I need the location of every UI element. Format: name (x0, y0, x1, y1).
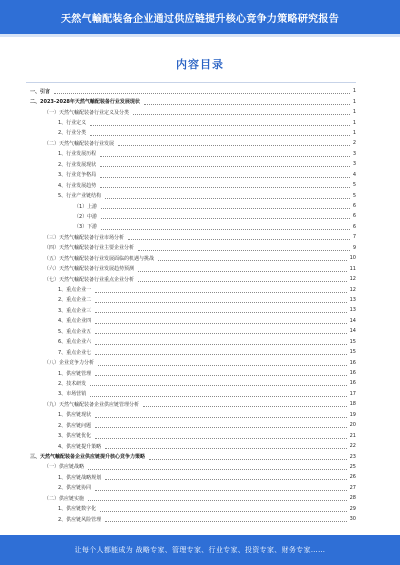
toc-entry[interactable] (30, 462, 356, 472)
toc-entry-page-number: 16 (349, 359, 356, 366)
toc-entry-label: 三、天然气輸配装备企业供应链提升核心竞争力策略 (30, 454, 146, 461)
toc-entry-page-number: 19 (349, 411, 356, 418)
dot-leader (90, 395, 346, 397)
toc-entry-page-number: 13 (349, 307, 356, 314)
dot-leader (95, 416, 346, 418)
toc-entry[interactable] (30, 201, 356, 211)
toc-entry[interactable] (30, 243, 356, 253)
toc-divider (26, 82, 356, 83)
toc-entry[interactable] (30, 357, 356, 367)
toc-entry[interactable] (30, 410, 356, 420)
toc-entry-label: （五）天然气輸配装备行业发展面临的机遇与挑战 (44, 255, 155, 262)
toc-entry[interactable] (30, 96, 356, 106)
toc-entry-page-number: 23 (349, 453, 356, 460)
toc-entry[interactable] (30, 441, 356, 451)
toc-entry-page-number: 1 (352, 119, 356, 126)
toc-entry[interactable] (30, 504, 356, 514)
dot-leader (138, 249, 350, 251)
toc-entry-page-number: 22 (349, 443, 356, 450)
toc-entry-label: 2、供应链问题 (58, 422, 92, 429)
dot-leader (105, 197, 350, 199)
dot-leader (95, 353, 346, 355)
toc-entry[interactable] (30, 389, 356, 399)
dot-leader (118, 144, 350, 146)
toc-entry-label: （二）天然气輸配装备行业发展 (44, 140, 115, 147)
toc-entry-page-number: 5 (352, 192, 356, 199)
toc-entry-page-number: 21 (349, 432, 356, 439)
toc-entry-label: （八）企业竞争力分析 (44, 360, 95, 367)
toc-entry-page-number: 30 (349, 516, 356, 523)
toc-entry[interactable] (30, 378, 356, 388)
toc-entry-page-number: 7 (352, 234, 356, 241)
dot-leader (149, 458, 347, 460)
toc-entry-label: （一）天然气輸配装备行业定义及分类 (44, 109, 130, 116)
toc-entry-page-number: 14 (349, 317, 356, 324)
toc-entry-label: 2、行业发展现状 (58, 161, 97, 168)
toc-entry[interactable] (30, 295, 356, 305)
dot-leader (88, 499, 347, 501)
dot-leader (138, 280, 347, 282)
toc-entry-label: 1、供应链数字化 (58, 506, 97, 513)
toc-entry-page-number: 5 (352, 182, 356, 189)
toc-entry-label: （1）上游 (74, 203, 98, 210)
toc-entry-page-number: 29 (349, 505, 356, 512)
toc-entry[interactable] (30, 117, 356, 127)
toc-entry-label: 1、供应链战略规划 (58, 474, 102, 481)
toc-entry-page-number: 28 (349, 495, 356, 502)
dot-leader (105, 447, 346, 449)
toc-entry-label: 2、供应链风险管理 (58, 516, 102, 523)
dot-leader (100, 155, 350, 157)
toc-entry-label: 7、重点企业七 (58, 349, 92, 356)
toc-entry-page-number: 15 (349, 349, 356, 356)
toc-entry[interactable] (30, 305, 356, 315)
toc-entry-label: （二）供应链实施 (44, 495, 85, 502)
dot-leader (95, 343, 346, 345)
toc-entry-label: 3、重点企业三 (58, 307, 92, 314)
dot-leader (100, 186, 350, 188)
table-of-contents (30, 86, 356, 534)
toc-entry-page-number: 6 (352, 203, 356, 210)
toc-entry-page-number: 9 (352, 244, 356, 251)
toc-entry-page-number: 14 (349, 328, 356, 335)
dot-leader (138, 270, 347, 272)
toc-entry-label: 1、供应链管理 (58, 370, 92, 377)
dot-leader (100, 510, 346, 512)
dot-leader (95, 374, 346, 376)
toc-entry-page-number: 1 (352, 109, 356, 116)
toc-entry-page-number: 11 (349, 265, 356, 272)
dot-leader (101, 217, 350, 219)
toc-entry[interactable] (30, 493, 356, 503)
toc-entry-page-number: 2 (352, 140, 356, 147)
dot-leader (101, 228, 350, 230)
toc-entry-label: 1、供应链现状 (58, 412, 92, 419)
toc-entry[interactable] (30, 274, 356, 284)
toc-entry-label: 6、重点企业六 (58, 339, 92, 346)
toc-entry[interactable] (30, 232, 356, 242)
toc-entry[interactable] (30, 222, 356, 232)
toc-entry[interactable] (30, 180, 356, 190)
dot-leader (158, 259, 347, 261)
dot-leader (128, 238, 350, 240)
toc-entry-page-number: 3 (352, 150, 356, 157)
toc-entry-page-number: 18 (349, 401, 356, 408)
toc-entry[interactable] (30, 316, 356, 326)
toc-entry-page-number: 6 (352, 223, 356, 230)
toc-entry-label: （3）下游 (74, 224, 98, 231)
dot-leader (90, 124, 350, 126)
toc-entry[interactable] (30, 483, 356, 493)
toc-entry-page-number: 4 (352, 171, 356, 178)
dot-leader (105, 478, 346, 480)
toc-entry[interactable] (30, 326, 356, 336)
toc-entry-label: 5、行业产业链结构 (58, 193, 102, 200)
toc-entry-label: （六）天然气輸配装备行业发展趋势预测 (44, 266, 135, 273)
toc-entry[interactable] (30, 149, 356, 159)
toc-entry[interactable] (30, 368, 356, 378)
toc-entry[interactable] (30, 170, 356, 180)
toc-entry-page-number: 12 (349, 286, 356, 293)
toc-entry-label: （2）中游 (74, 213, 98, 220)
dot-leader (100, 165, 350, 167)
dot-leader (143, 405, 347, 407)
toc-entry[interactable] (30, 284, 356, 294)
toc-entry-label: 4、供应链提升策略 (58, 443, 102, 450)
toc-entry-label: 二、2023-2028年天然气輸配装备行业发展现状 (30, 99, 140, 106)
dot-leader (95, 301, 346, 303)
dot-leader (90, 384, 346, 386)
toc-entry-label: 2、重点企业二 (58, 297, 92, 304)
toc-entry[interactable] (30, 472, 356, 482)
dot-leader (95, 291, 346, 293)
dot-leader (95, 322, 346, 324)
dot-leader (133, 113, 350, 115)
toc-entry-page-number: 10 (349, 255, 356, 262)
toc-title: 内容目录 (176, 58, 224, 71)
toc-entry-label: 1、重点企业一 (58, 287, 92, 294)
dot-leader (95, 437, 346, 439)
toc-entry[interactable] (30, 211, 356, 221)
toc-entry[interactable] (30, 347, 356, 357)
toc-entry-page-number: 20 (349, 422, 356, 429)
toc-entry-page-number: 6 (352, 213, 356, 220)
toc-entry-label: 5、重点企业五 (58, 328, 92, 335)
toc-entry-label: （四）天然气輸配装备行业主要企业分析 (44, 245, 135, 252)
toc-entry[interactable] (30, 514, 356, 524)
toc-entry[interactable] (30, 253, 356, 263)
toc-entry-label: 3、供应链优化 (58, 433, 92, 440)
dot-leader (144, 103, 350, 105)
toc-entry-label: 2、技术研发 (58, 380, 87, 387)
toc-entry-page-number: 12 (349, 276, 356, 283)
toc-entry-page-number: 25 (349, 463, 356, 470)
header-divider (0, 34, 400, 37)
toc-entry[interactable] (30, 159, 356, 169)
dot-leader (88, 468, 347, 470)
dot-leader (90, 134, 350, 136)
dot-leader (95, 311, 346, 313)
dot-leader (100, 176, 350, 178)
toc-entry-label: （九）天然气輸配装备企业供应链管理分析 (44, 401, 140, 408)
toc-entry-page-number: 17 (349, 390, 356, 397)
toc-entry[interactable] (30, 128, 356, 138)
dot-leader (95, 332, 346, 334)
toc-entry-label: 2、行业分类 (58, 130, 87, 137)
toc-entry[interactable] (30, 107, 356, 117)
toc-entry-label: 4、重点企业四 (58, 318, 92, 325)
toc-entry-label: 4、行业发展趋势 (58, 182, 97, 189)
toc-entry[interactable] (30, 420, 356, 430)
toc-entry-page-number: 15 (349, 338, 356, 345)
toc-entry-page-number: 13 (349, 296, 356, 303)
toc-entry-page-number: 16 (349, 380, 356, 387)
toc-entry-label: （三）天然气輸配装备行业市场分析 (44, 234, 125, 241)
toc-entry-label: 1、行业定义 (58, 120, 87, 127)
dot-leader (95, 489, 346, 491)
toc-entry-page-number: 27 (349, 484, 356, 491)
toc-entry[interactable] (30, 337, 356, 347)
toc-entry-page-number: 3 (352, 161, 356, 168)
toc-entry-label: （一）供应链战略 (44, 464, 85, 471)
toc-entry[interactable] (30, 451, 356, 461)
toc-entry-label: （七）天然气輸配装备行业重点企业分析 (44, 276, 135, 283)
toc-entry-page-number: 16 (349, 370, 356, 377)
toc-entry-label: 2、供应链协同 (58, 485, 92, 492)
toc-entry-page-number: 26 (349, 474, 356, 481)
toc-entry-label: 3、行业竞争格局 (58, 172, 97, 179)
report-title: 天然气輸配装备企业通过供应链提升核心竞争力策略研究报告 (60, 13, 340, 25)
dot-leader (101, 207, 350, 209)
toc-entry-label: 3、市场营销 (58, 391, 87, 398)
toc-entry[interactable] (30, 138, 356, 148)
dot-leader (95, 426, 346, 428)
toc-entry-label: 1、行业发展历程 (58, 151, 97, 158)
footer-band: 让每个人都能成为 战略专家、管理专家、行业专家、投资专家、财务专家…… (0, 535, 400, 565)
dot-leader (54, 92, 350, 94)
dot-leader (98, 364, 347, 366)
toc-entry[interactable] (30, 430, 356, 440)
toc-entry-page-number: 1 (352, 88, 356, 95)
toc-entry[interactable] (30, 86, 356, 96)
toc-entry-label: 一、引言 (30, 88, 51, 95)
dot-leader (105, 520, 346, 522)
toc-entry[interactable] (30, 399, 356, 409)
toc-entry[interactable] (30, 190, 356, 200)
toc-entry-page-number: 1 (352, 98, 356, 105)
toc-entry-page-number: 1 (352, 129, 356, 136)
toc-entry[interactable] (30, 263, 356, 273)
